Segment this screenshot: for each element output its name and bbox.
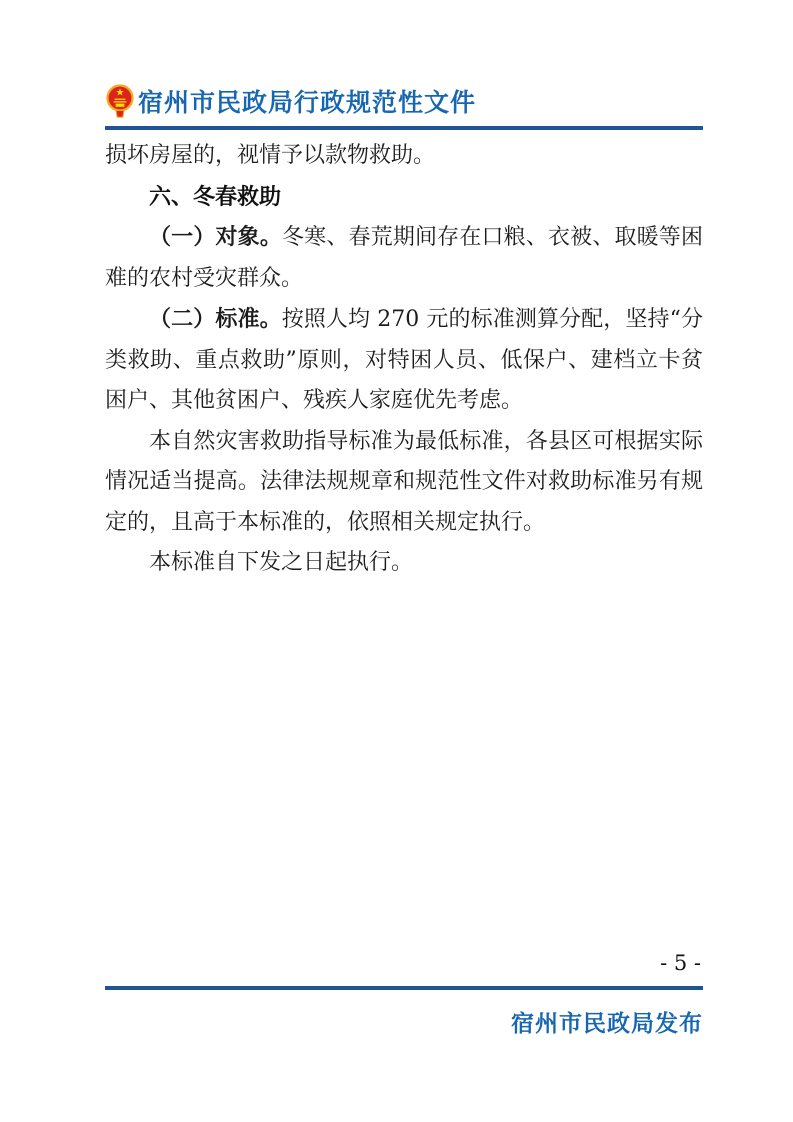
header-divider bbox=[105, 126, 703, 130]
header-title: 宿州市民政局行政规范性文件 bbox=[138, 89, 477, 117]
header-row bbox=[105, 84, 703, 118]
section-heading-winter-spring-relief: 六、冬春救助 bbox=[149, 183, 282, 209]
paragraph-text: 损坏房屋的，视情予以款物救助。 bbox=[105, 143, 436, 168]
page-header bbox=[105, 84, 703, 130]
paragraph-text: 冬寒、春荒期间存在口粮、衣被、取暖等困难的农村受灾群众。 bbox=[105, 225, 703, 291]
paragraph-text: 按照人均 270 元的标准测算分配，坚持“分类救助、重点救助”原则，对特困人员、低保户、建档立卡贫困户、其他贫困户、残疾人家庭优先考虑。 bbox=[105, 307, 703, 413]
paragraph-minimum-standard-note bbox=[105, 422, 703, 544]
paragraph-lead: （二）标准。 bbox=[149, 306, 282, 332]
footer-divider bbox=[105, 986, 703, 990]
paragraph-effective-date bbox=[105, 543, 703, 584]
document-body bbox=[105, 136, 703, 584]
paragraph-standard bbox=[105, 299, 703, 422]
page-number: - 5 - bbox=[660, 951, 701, 975]
svg-text:★: ★ bbox=[115, 87, 125, 99]
national-emblem-icon bbox=[105, 84, 135, 118]
paragraph-text: 本标准自下发之日起执行。 bbox=[149, 550, 414, 575]
paragraph-target bbox=[105, 217, 703, 299]
paragraph-continuation bbox=[105, 136, 703, 177]
paragraph-lead: （一）对象。 bbox=[149, 224, 282, 250]
paragraph-text: 本自然灾害救助指导标准为最低标准，各县区可根据实际情况适当提高。法律法规规章和规范性文件对救助标准另有规定的，且高于本标准的，依照相关规定执行。 bbox=[105, 428, 703, 535]
publisher-label: 宿州市民政局发布 bbox=[511, 1010, 703, 1036]
